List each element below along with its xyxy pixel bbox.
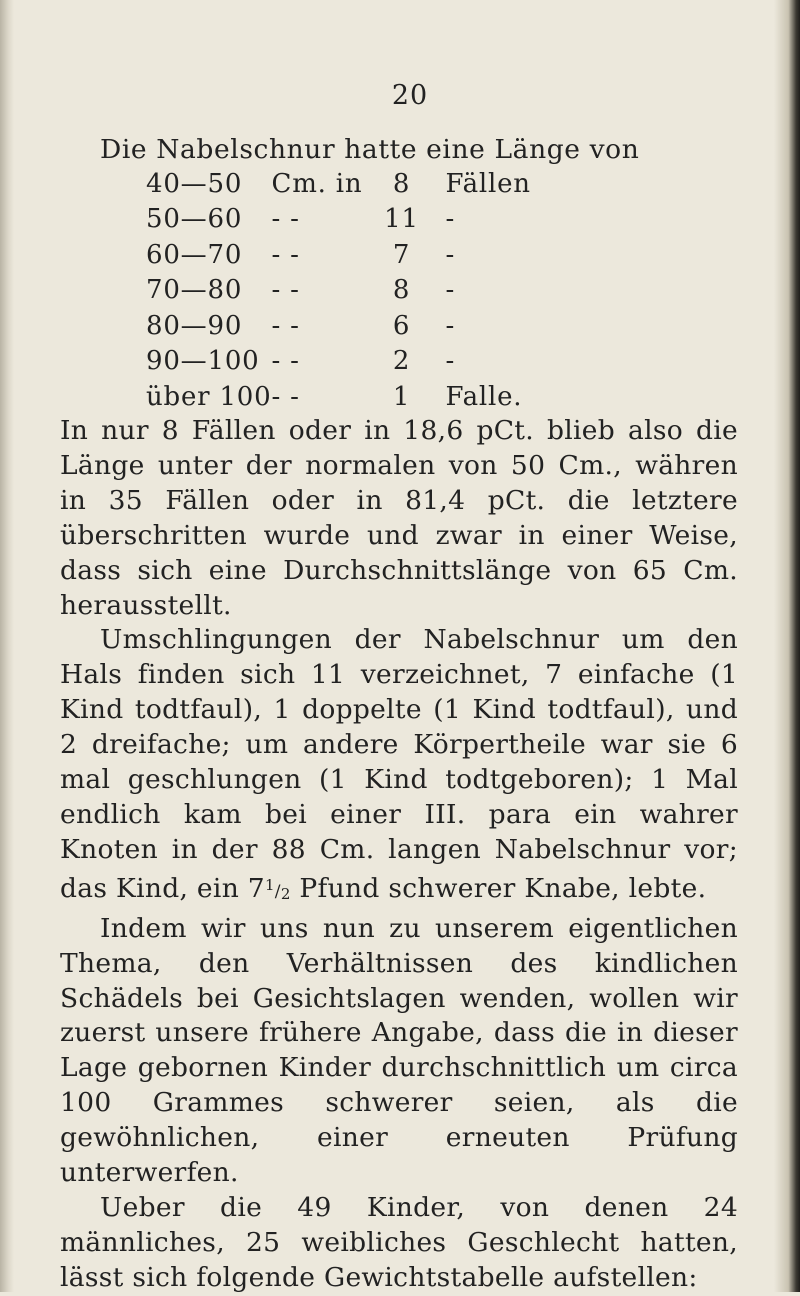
umbilical-length-table — [146, 166, 566, 415]
length-range: 50—60 — [146, 204, 243, 235]
length-unit: - - — [271, 346, 300, 377]
length-label: - — [445, 204, 456, 235]
length-unit: - - — [271, 275, 300, 306]
page-right-edge — [774, 0, 800, 1292]
paragraph-3: Indem wir uns nun zu unserem eigentlichen Thema, den Verhältnissen des kindlichen Schädels bei Gesichtslagen wenden, wollen wir zuerst unsere frühere Angabe, dass die in dieser Lage gebornen Kinder durchschnittlich um circa 100 Grammes schwerer seien, als die gewöhnlichen, einer erneuten Prüfung unterwerfen. — [60, 912, 738, 1189]
length-count: 2 — [392, 346, 411, 377]
length-unit: - - — [271, 310, 300, 341]
length-unit: - - — [271, 239, 300, 270]
fraction-denominator: 2 — [280, 884, 291, 903]
length-count: 8 — [392, 168, 411, 199]
length-label: - — [445, 346, 456, 377]
length-range: 70—80 — [146, 275, 243, 306]
length-row — [146, 202, 566, 238]
length-row — [146, 308, 566, 344]
paragraph-2-text-b: Pfund schwerer Knabe, lebte. — [290, 872, 707, 904]
paragraph-4: Ueber die 49 Kinder, von denen 24 männliches, 25 weibliches Geschlecht hatten, lässt sich folgende Gewichtstabelle aufstellen: — [60, 1191, 738, 1293]
length-row — [146, 379, 566, 415]
length-unit: - - — [271, 381, 300, 412]
paragraph-2 — [60, 623, 738, 911]
paragraph-2-text-a: Umschlingungen der Nabelschnur um den Hals finden sich 11 verzeichnet, 7 einfache (1 Kind todtfaul), 1 doppelte (1 Kind todtfaul), und 2 dreifache; um andere Körpertheile war sie 6 mal geschlungen (1 Kind todtgeboren); 1 Mal endlich kam bei einer III. para ein wahrer Knoten in der 88 Cm. langen Nabelschnur vor; das Kind, ein 7 — [60, 624, 738, 904]
length-row — [146, 237, 566, 273]
page-number: 20 — [391, 80, 429, 111]
fraction: $^1/_2$ — [264, 875, 291, 903]
length-unit: - - — [271, 204, 300, 235]
length-label: - — [445, 239, 456, 270]
length-row — [146, 166, 566, 202]
length-label: - — [445, 275, 456, 306]
length-unit: Cm. in — [271, 168, 363, 199]
length-label: Fällen — [445, 168, 531, 199]
length-range: 90—100 — [146, 346, 260, 377]
length-range: über 100 — [146, 381, 272, 412]
page-left-edge — [0, 0, 14, 1292]
length-row — [146, 273, 566, 309]
intro-line: Die Nabelschnur hatte eine Länge von — [100, 134, 640, 165]
length-count: 6 — [392, 310, 411, 341]
length-range: 80—90 — [146, 310, 243, 341]
body-text — [60, 414, 738, 1296]
length-count: 8 — [392, 275, 411, 306]
length-count: 1 — [392, 381, 411, 412]
length-count: 11 — [384, 204, 419, 235]
length-range: 60—70 — [146, 239, 243, 270]
length-range: 40—50 — [146, 168, 243, 199]
paragraph-1: In nur 8 Fällen oder in 18,6 pCt. blieb also die Länge unter der normalen von 50 Cm., währen in 35 Fällen oder in 81,4 pCt. die letztere überschritten wurde und zwar in einer Weise, dass sich eine Durchschnittslänge von 65 Cm. herausstellt. — [60, 415, 738, 621]
length-label: - — [445, 310, 456, 341]
length-label: Falle. — [445, 381, 523, 412]
length-row — [146, 344, 566, 380]
fraction-numerator: 1 — [264, 875, 275, 894]
length-count: 7 — [392, 239, 411, 270]
